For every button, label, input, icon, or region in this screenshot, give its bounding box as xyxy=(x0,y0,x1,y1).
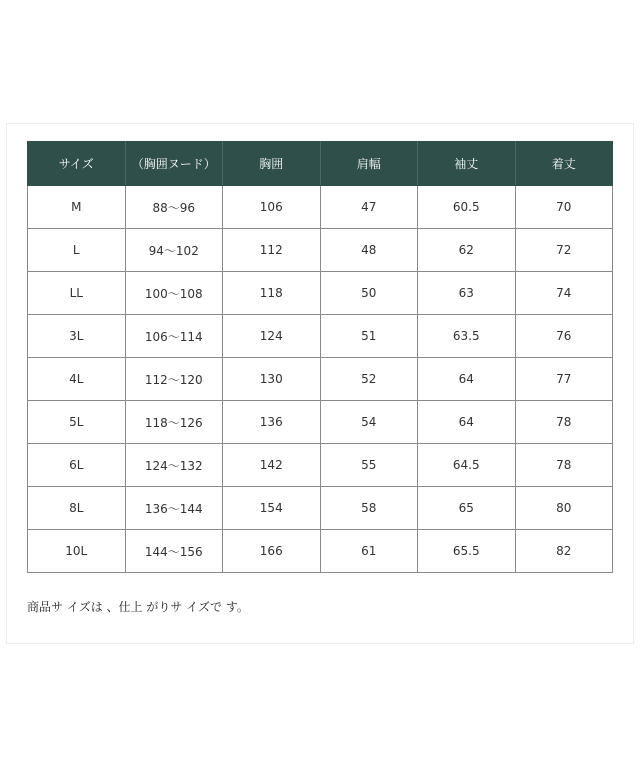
header-shoulder-width: 肩幅 xyxy=(320,142,418,186)
cell-chest: 130 xyxy=(223,358,321,401)
table-row xyxy=(28,401,613,444)
header-sleeve-length: 袖丈 xyxy=(418,142,516,186)
size-table xyxy=(27,141,613,573)
cell-shoulder-width: 55 xyxy=(320,444,418,487)
cell-nude-chest: 100〜108 xyxy=(125,272,223,315)
table-body xyxy=(28,186,613,573)
cell-size: 4L xyxy=(28,358,126,401)
cell-size: 8L xyxy=(28,487,126,530)
cell-sleeve-length: 64.5 xyxy=(418,444,516,487)
cell-chest: 112 xyxy=(223,229,321,272)
cell-shoulder-width: 51 xyxy=(320,315,418,358)
cell-sleeve-length: 60.5 xyxy=(418,186,516,229)
cell-body-length: 76 xyxy=(515,315,613,358)
cell-shoulder-width: 48 xyxy=(320,229,418,272)
cell-size: 5L xyxy=(28,401,126,444)
cell-nude-chest: 94〜102 xyxy=(125,229,223,272)
cell-size: 3L xyxy=(28,315,126,358)
table-row xyxy=(28,487,613,530)
cell-sleeve-length: 62 xyxy=(418,229,516,272)
cell-chest: 124 xyxy=(223,315,321,358)
cell-chest: 154 xyxy=(223,487,321,530)
cell-shoulder-width: 58 xyxy=(320,487,418,530)
cell-sleeve-length: 65 xyxy=(418,487,516,530)
cell-nude-chest: 124〜132 xyxy=(125,444,223,487)
table-row xyxy=(28,358,613,401)
cell-body-length: 78 xyxy=(515,401,613,444)
cell-size: M xyxy=(28,186,126,229)
cell-chest: 106 xyxy=(223,186,321,229)
cell-body-length: 82 xyxy=(515,530,613,573)
cell-body-length: 72 xyxy=(515,229,613,272)
cell-nude-chest: 112〜120 xyxy=(125,358,223,401)
cell-body-length: 80 xyxy=(515,487,613,530)
cell-chest: 136 xyxy=(223,401,321,444)
cell-body-length: 77 xyxy=(515,358,613,401)
cell-shoulder-width: 50 xyxy=(320,272,418,315)
cell-size: 10L xyxy=(28,530,126,573)
cell-sleeve-length: 64 xyxy=(418,358,516,401)
cell-body-length: 70 xyxy=(515,186,613,229)
table-row xyxy=(28,530,613,573)
cell-body-length: 74 xyxy=(515,272,613,315)
cell-size: L xyxy=(28,229,126,272)
cell-chest: 142 xyxy=(223,444,321,487)
table-row xyxy=(28,186,613,229)
cell-nude-chest: 106〜114 xyxy=(125,315,223,358)
cell-size: LL xyxy=(28,272,126,315)
cell-shoulder-width: 54 xyxy=(320,401,418,444)
cell-nude-chest: 88〜96 xyxy=(125,186,223,229)
cell-chest: 118 xyxy=(223,272,321,315)
cell-nude-chest: 136〜144 xyxy=(125,487,223,530)
cell-sleeve-length: 63 xyxy=(418,272,516,315)
table-row xyxy=(28,444,613,487)
header-body-length: 着丈 xyxy=(515,142,613,186)
cell-chest: 166 xyxy=(223,530,321,573)
table-row xyxy=(28,315,613,358)
cell-body-length: 78 xyxy=(515,444,613,487)
header-chest: 胸囲 xyxy=(223,142,321,186)
cell-shoulder-width: 52 xyxy=(320,358,418,401)
cell-shoulder-width: 61 xyxy=(320,530,418,573)
header-size: サイズ xyxy=(28,142,126,186)
cell-size: 6L xyxy=(28,444,126,487)
cell-nude-chest: 118〜126 xyxy=(125,401,223,444)
size-note: 商品サ イズは 、仕上 がりサ イズで す。 xyxy=(27,600,249,614)
cell-sleeve-length: 64 xyxy=(418,401,516,444)
table-header-row xyxy=(28,142,613,186)
table-row xyxy=(28,229,613,272)
table-row xyxy=(28,272,613,315)
cell-sleeve-length: 65.5 xyxy=(418,530,516,573)
header-nude-chest: （胸囲ヌード） xyxy=(125,142,223,186)
cell-nude-chest: 144〜156 xyxy=(125,530,223,573)
cell-shoulder-width: 47 xyxy=(320,186,418,229)
cell-sleeve-length: 63.5 xyxy=(418,315,516,358)
